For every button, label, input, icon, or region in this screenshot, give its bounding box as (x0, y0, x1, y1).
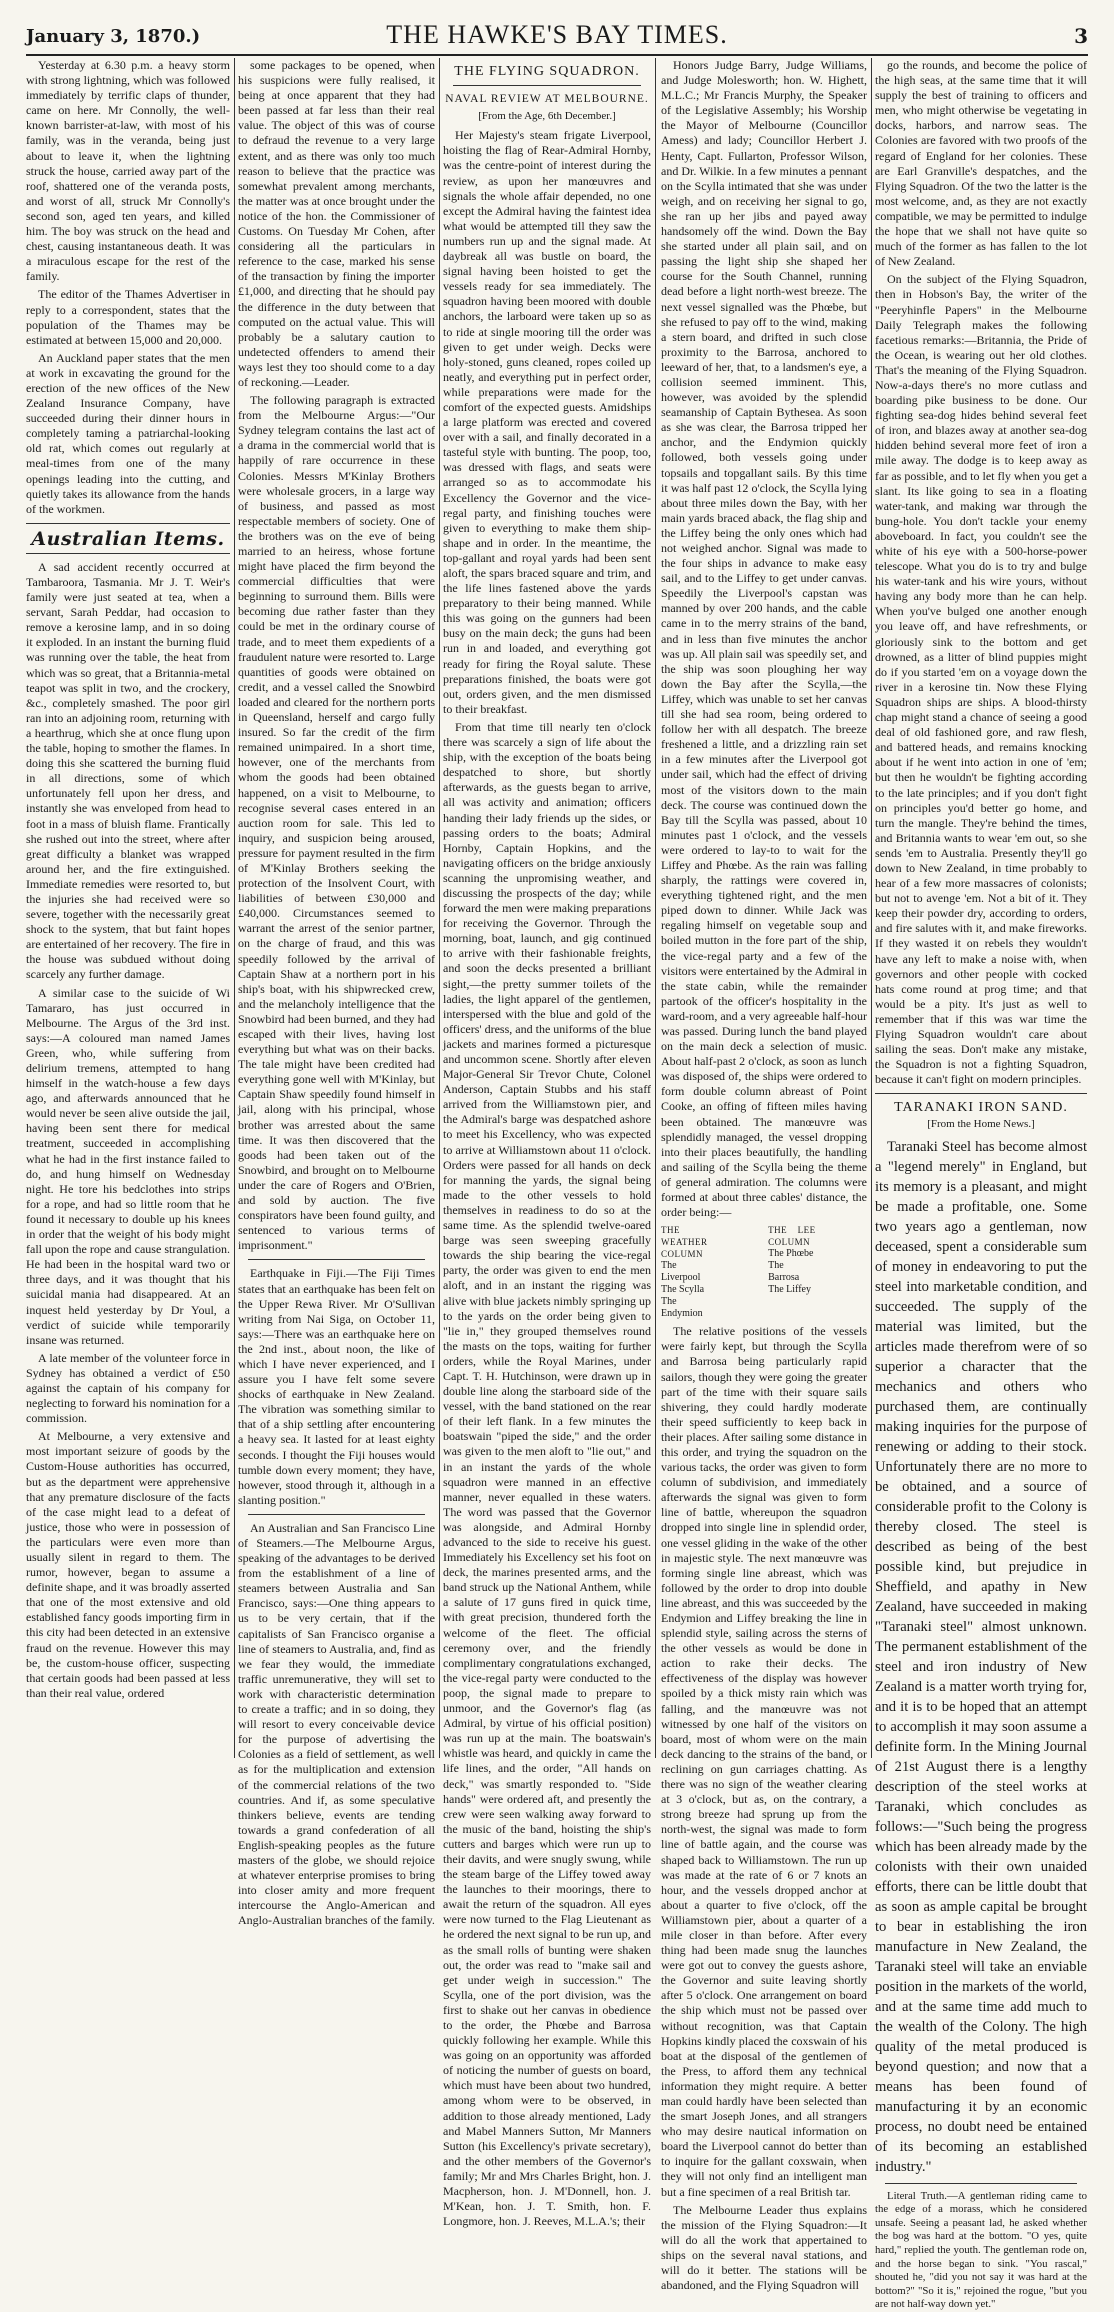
article-paragraph: An Australian and San Francisco Line of Steamers.—The Melbourne Argus, speaking of the advantages to be derived from the establishment of a line of steamers between Australia and San Francisco, says:—One thing appears to us to be very certain, that if the capitalists of San Francisco organise a line of steamers to Australia, and, find as we fear they would, the immediate traffic unremunerative, they will set to work with characteristic determination to create a traffic; and in so doing, they will resort to every conceivable device for the purpose of advertising the Colonies as a field of settlement, as well as for the multiplication and extension of the commercial relations of the two countries. And if, as some speculative thinkers believe, events are tending towards a grand confederation of all English-speaking peoples as the future masters of the globe, we should rejoice at whatever enterprise promises to bring into closer amity and more frequent intercourse the Anglo-American and Anglo-Australian branches of the family. (238, 1520, 435, 1928)
column-rule (871, 58, 872, 1758)
article-heading: TARANAKI IRON SAND. (894, 1100, 1068, 1116)
article-paragraph: A similar case to the suicide of Wi Tamararo, has just occurred in Melbourne. The Argus of the 3rd inst. says:—A coloured man named James Green, who, while suffering from delirium tremens, attempted to hang himself in the watch-house a few days ago, and afterwards announced that he would never be seen alive outside the jail, having been sent there for medical treatment, succeeded in accomplishing what he had in the first instance failed to do, and hung himself on Wednesday night. He tore his bedclothes into strips for a rope, and had so little room that he found it necessary to double up his knees in order that the weight of his body might fall upon the rope and cause strangulation. He had been in the hospital ward two or three days, and it was thought that his suicidal mania had disappeared. At an inquest held yesterday by Dr Youl, a verdict of suicide while temporarily insane was returned. (26, 985, 230, 1347)
article-paragraph: Earthquake in Fiji.—The Fiji Times states that an earthquake has been felt on the Upper Rewa River. Mr O'Sullivan writing from Nai Siga, on October 11, says:—There was an earthquake here on the 2nd inst., about noon, the like of which I have never experienced, and I assure you I have felt some severe shocks of earthquake in New Zealand. The vibration was something similar to that of a ship settling after encountering a heavy sea. It lasted for at least eighty seconds. I thought the Fiji houses would tumble down every moment; they have, however, stood through it, although in a slanting position." (238, 1266, 435, 1507)
article-paragraph: Her Majesty's steam frigate Liverpool, hoisting the flag of Rear-Admiral Hornby, was the centre-point of interest during the review, as upon her manœuvres and signals the whole affair depended, no one except the Admiral having the faintest idea what would be attempted till they saw the numbers run up and the signal made. At daybreak all was bustle on board, the signal having been hoisted to get the vessels ready for sea immediately. The squadron having been moored with double anchors, the larboard were taken up so as to ride at single mooring till the order was given to get under weigh. Decks were holy-stoned, guns cleaned, ropes coiled up neatly, and everything put in perfect order, while preparations were made for the comfort of the expected guests. Amidships a large platform was erected and covered over with a sail, and finally decorated in a tasteful style with bunting. The poop, too, was dressed with flags, and seats were arranged so as to accommodate his Excellency the Governor and the vice-regal party, and finishing touches were given to everything to make them ship-shape and in order. In the meantime, the top-gallant and royal yards had been sent aloft, the spars braced square and trim, and the life lines fastened above the yards preparatory to their being manned. While this was going on the gunners had been busy on the main deck; the guns had been run in and loaded, and everything got ready for firing the Royal salute. These preparations finished, the boats were got out, orders given, and the men dismissed to their breakfast. (443, 128, 651, 716)
article-paragraph: From that time till nearly ten o'clock there was scarcely a sign of life about the ship, with the exception of the boats being despatched to shore, but shortly afterwards, as the guests began to arrive, all was activity and animation; officers handing their lady friends up the sides, or passing orders to the boats; Admiral Hornby, Captain Hopkins, and the navigating officers on the bridge anxiously scanning the unpromising weather, and discussing the prospects of the day; while forward the men were making preparations for receiving the Governor. Through the morning, boat, launch, and gig continued to arrive with their fashionable freights, and soon the decks presented a brilliant sight,—the pretty summer toilets of the ladies, the light apparel of the gentlemen, interspersed with the blue and gold of the officers' dress, and the uniforms of the blue jackets and marines formed a picturesque and uncommon scene. Shortly after eleven Major-General Sir Trevor Chute, Colonel Anderson, Captain Stubbs and his staff arrived from the Williamstown pier, and the Admiral's barge was despatched ashore to meet his Excellency, who was expected to arrive at Williamstown about 11 o'clock. Orders were passed for all hands on deck for manning the yards, the signal being made to the other vessels to hold themselves in readiness to do so at the same time. As the splendid twelve-oared barge was seen sweeping gracefully towards the ship bearing the vice-regal party, the order was given to end the men aloft, and in an instant the rigging was alive with blue jackets nimbly springing up to the yards on the order being given to "lie in," they grouped themselves round the masts on the tops, waiting for further orders, while the Royal Marines, under Capt. T. H. Hutchinson, were drawn up in double line along the starboard side of the vessel, with the band stationed on the rear of their left flank. In a few minutes the boatswain "piped the side," and the order was given to the men aloft to "lie out," and in an instant the yards of the whole squadron were manned in an effective manner, never equalled in these waters. The word was passed that the Governor was alongside, and Admiral Hornby advanced to the side to receive his guest. Immediately his Excellency set his foot on deck, the marines presented arms, and the band struck up the National Anthem, while a salute of 17 guns fired in quick time, with great precision, thundered forth the welcome of the fleet. The official ceremony over, and the friendly complimentary congratulations exchanged, the vice-regal party were conducted to the poop, the signal made to prepare to unmoor, and the Governor's flag (as Admiral, by virtue of his official position) was run up at the main. The boatswain's whistle was heard, and quickly in came the life lines, and the order, "All hands on deck," was smartly responded to. "Side hands" were ordered aft, and presently the crew were seen walking away forward to the music of the band, hoisting the ship's cutters and barges which were run up to their davits, and were snugly swung, while the steam barge of the Liffey towed away the launches to their moorings, there to await the return of the squadron. All eyes were now turned to the Flag Lieutenant as he ordered the next signal to be run up, and as the small rolls of bunting were shaken out, the order was read to "make sail and get under weigh in succession." The Scylla, one of the port division, was the first to shake out her canvas in obedience to the order, the Phœbe and Barrosa quickly following her example. While this was going on an opportunity was afforded of noticing the number of guests on board, which must have been about two hundred, among whom were to be observed, in addition to those already mentioned, Lady and Mabel Manners Sutton, Mr Manners Sutton (his Excellency's private secretary), and the other members of the Governor's family; Mr and Mrs Charles Bright, hon. J. Macpherson, hon. J. M'Donnell, hon. J. M'Kean, hon. J. T. Smith, hon. F. Longmore, hon. J. Reeves, M.L.A.'s; their (443, 719, 651, 2229)
lee-column (768, 1224, 867, 1320)
column-2 (238, 58, 435, 1928)
newspaper-title: THE HAWKE'S BAY TIMES. (386, 20, 728, 49)
section-divider (248, 1259, 425, 1260)
issue-date: January 3, 1870.) (26, 26, 201, 47)
article-source: [From the Age, 6th December.] (478, 110, 616, 123)
table-header: THE LEE COLUMN (768, 1225, 816, 1248)
section-divider (875, 1093, 1087, 1094)
article-paragraph: The relative positions of the vessels were fairly kept, but through the Scylla and Barrosa being particularly rapid sailors, though they were going the greater part of the time with their square sails shivering, they could hardly moderate their speed sufficiently to keep back in their places. After sailing some distance in this order, and trying the squadron on the various tacks, the order was given to form column of subdivision, and immediately afterwards the signal was given to form line of battle, whereupon the squadron dropped into single line in splendid order, one vessel gliding in the wake of the other in majestic style. The next manœuvre was forming single line abreast, which was followed by the order to drop into double line abreast, and this was succeeded by the Endymion and Liffey breaking the line in splendid style, sailing across the sterns of the other vessels as would be done in action to rake their decks. The effectiveness of the display was however spoiled by a thick misty rain which was falling, and the manœuvre was not witnessed by one half of the visitors on board, most of whom were on the main deck dancing to the strains of the band, or reclining on gun carriages chatting. As there was no sign of the weather clearing at 3 o'clock, but as, on the contrary, a strong breeze had sprung up from the north-west, the signal was made to form line of battle again, and the course was shaped back to Williamstown. The run up was made at the rate of 6 or 7 knots an hour, and the vessels dropped anchor at about a quarter to five o'clock, off the Williamstown pier, about a quarter of a mile closer in than before. After every thing had been made snug the launches were got out to convey the guests ashore, the Governor and suite leaving shortly after 5 o'clock. One arrangement on board the ship which must not be passed over without recognition, was that Captain Hopkins kindly placed the coxswain of his boat at the disposal of the gentlemen of the Press, to afford them any technical information they might require. A better man could hardly have been selected than the smart Joseph Jones, and all strangers who may desire nautical information on board the Liverpool cannot do better than to inquire for the gallant coxswain, when they will not only find an intelligent man but a fine specimen of a real British tar. (661, 1324, 867, 2199)
article-source: [From the Home News.] (927, 1118, 1035, 1131)
article-paragraph: On the subject of the Flying Squadron, then in Hobson's Bay, the writer of the "Peeryhinfle Papers" in the Melbourne Daily Telegraph makes the following facetious remarks:—Britannia, the Pride of the Ocean, is wearing out her old clothes. That's the meaning of the Flying Squadron. Now-a-days there's no more cutlass and boarding pike business to be done. Our fighting sea-dog hides behind several feet of iron, and blazes away at another sea-dog hidden behind several more feet of iron a mile away. The dodge is to keep away as far as possible, and to let fly when you get a slant. Its like going to sea in a floating water-tank, and making war through the bung-hole. You don't tackle your enemy aboveboard. In fact, you couldn't see the white of his eye with a 500-horse-power telescope. What you do is to try and bulge his water-tank and his wire yours, without having any body more than he can help. When you've bulged one another enough you leave off, and have refreshments, or gloriously sink to the bottom and get drowned, as a litter of blind puppies might do if you started 'em on a voyage down the river in a kerosine tin. Now these Flying Squadron ships are ships. A blood-thirsty chap might stand a chance of seeing a good deal of old fashioned gore, and raw flesh, and battered heads, and remains knocking about if he went into action in one of 'em; but then he wouldn't be fighting according to the late principles; and if you don't fight on principles you'd better go home, and turn the mangle. They're behind the times, and Britannia wants to wear 'em out, so she sends 'em to Australia. Presently they'll go down to New Zealand, in time probably to hear of a few more massacres of colonists; but not to avenge 'em. Not a bit of it. They keep their powder dry, according to orders, and fire salutes with it, and make fireworks. If they wasted it on rebels they wouldn't have any left to make a noise with, when governors and other people with cocked hats come round at prog time; and that would be a pity. It's just as well to remember that if this was war time the Flying Squadron wouldn't care about sailing the seas. Don't make any mistake, the Squadron is not a fighting Squadron, because it can't fight on modern principles. (875, 272, 1087, 1087)
article-paragraph: At Melbourne, a very extensive and most important seizure of goods by the Custom-House authorities has occurred, but as the department were apprehensive that any premature disclosure of the facts of the case might lead to a defeat of justice, those who were in possession of the particulars were even more than usually silent in regard to them. The rumor, however, began to assume a definite shape, and it was broadly asserted that one of the most extensive and old established fancy goods importing firm in this city had been detected in an extensive fraud on the revenue. However this may be, the custom-house officer, suspecting that certain goods had been passed at less than their real value, ordered (26, 1429, 230, 1700)
table-cell: The Phœbe (768, 1248, 814, 1260)
article-paragraph: The Melbourne Leader thus explains the mission of the Flying Squadron:—It will do all the work that appertained to ships on the several naval stations, and will do it better. The stations will be abandoned, and the Flying Squadron will (661, 2202, 867, 2293)
table-header: THE WEATHER COLUMN (661, 1225, 708, 1260)
column-5 (875, 58, 1087, 2311)
masthead (26, 14, 1088, 56)
table-cell: The Endymion (661, 1296, 703, 1320)
article-subheading: NAVAL REVIEW AT MELBOURNE. (445, 93, 649, 106)
column-1 (26, 58, 230, 1758)
section-divider (26, 523, 230, 524)
table-cell: The Liverpool (661, 1260, 701, 1284)
table-cell: The Barrosa (768, 1260, 800, 1284)
article-paragraph: go the rounds, and become the police of the high seas, at the same time that it will supply the best of training to officers and men, who might otherwise be vegetating in docks, harbors, and narrow seas. The Colonies are favored with two proofs of the regard of England for her colonies. These are Earl Granville's despatches, and the Flying Squadron. Of the two the latter is the most welcome, and, as they are not exactly compatible, we may be permitted to indulge the hope that we shall not have quite so much of the former as has fallen to the lot of New Zealand. (875, 58, 1087, 269)
section-divider (248, 1514, 425, 1515)
article-paragraph: Literal Truth.—A gentleman riding came to the edge of a morass, which he considered unsafe. Seeing a peasant lad, he asked whether the bog was hard at the bottom. "O yes, quite hard," replied the youth. The gentleman rode on, and the horse began to sink. "You rascal," shouted he, "did you not say it was hard at the bottom?" "So it is," rejoined the rogue, "but you are not half-way down yet." (875, 2189, 1087, 2311)
article-paragraph: An Auckland paper states that the men at work in excavating the ground for the erection of the new offices of the New Zealand Insurance Company, have succeeded during their dinner hours in completely taming a patriarchal-looking old rat, which comes out regularly at meal-times from one of the many openings leading into the cutting, and quietly takes its allowance from the hands of the workmen. (26, 350, 230, 516)
article-paragraph: Honors Judge Barry, Judge Williams, and Judge Molesworth; hon. W. Highett, M.L.C.; Mr Francis Murphy, the Speaker of the Legislative Assembly; his Worship the Mayor of Melbourne (Councillor Amess) and lady; Councillor Herbert J. Henty, Capt. Fullarton, Professor Wilson, and Dr. Wilkie. In a few minutes a pennant on the Scylla intimated that she was under weigh, and on receiving her signal to go, she ran up her jibs and payed away handsomely off the wind. Down the Bay she started under all plain sail, and on passing the light ship she shaped her course for the South Channel, running dead before a light north-west breeze. The next vessel signalled was the Phœbe, but she refused to pay off to the wind, making a stern board, and drifted in such close proximity to the Barrosa, anchored to leeward of her, that, to a landsmen's eye, a collision seemed imminent. This, however, was avoided by the splendid seamanship of Captain Bythesea. As soon as she was clear, the Barrosa tripped her anchor, and the Endymion quickly followed, both vessels going under topsails and topgallant sails. By this time it was half past 12 o'clock, the Scylla lying about three miles down the Bay, with her main yards braced aback, the flag ship and the Liffey being the only ones which had not weighed anchor. Signal was made to the four ships in advance to make easy sail, and to the Liffey to get under canvas. Speedily the Liverpool's capstan was manned by over 200 hands, and the cable came in to the merry strains of the band, and in less than five minutes the anchor was up. All plain sail was speedily set, and the ship was soon ploughing her way down the Bay after the Scylla,—the Liffey, which was unable to set her canvas till she had sea room, being ordered to follow her with all despatch. The breeze freshened a little, and a drizzling rain set in a few minutes after the Liverpool got under sail, which had the effect of driving most of the visitors down to the main deck. The course was continued down the Bay till the Scylla was passed, about 10 minutes past 1 o'clock, and the vessels were ordered to lay-to to wait for the Liffey and Phœbe. As the rain was falling sharply, the rattings were covered in, everything tightened right, and the men piped down to dinner. While Jack was regaling himself on vegetable soup and boiled mutton in the fore part of the ship, the vice-regal party and a few of the visitors were entertained by the Admiral in the state cabin, while the remainder partook of the officer's hospitality in the ward-room, and a very agreeable half-hour was passed. During lunch the band played on the main deck a selection of music. About half-past 2 o'clock, as soon as lunch was disposed of, the ships were ordered to form double column abreast of Point Cooke, an offing of fifteen miles having been obtained. The manœuvre was splendidly managed, the vessel dropping into their places beautifully, the handling and sailing of the Scylla being the theme of general admiration. The columns were formed at about three cables' distance, the order being:— (661, 58, 867, 1220)
article-paragraph: The editor of the Thames Advertiser in reply to a correspondent, states that the population of the Thames may be estimated at between 15,000 and 20,000. (26, 287, 230, 347)
article-paragraph: A sad accident recently occurred at Tambaroora, Tasmania. Mr J. T. Weir's family were just seated at tea, when a servant, Sarah Peddar, had occasion to remove a kerosine lamp, and in so doing it exploded. In an instant the burning fluid was running over the table, the heat from which was so great, that a Britannia-metal teapot was split in two, and the crockery, &c., completely smashed. The poor girl ran into an adjoining room, returning with a hearthrug, which she at once flung upon the table, hoping to smother the flames. In doing this she scattered the burning fluid in all directions, some of which unfortunately fell upon her dress, and instantly she was enveloped from head to foot in a mass of bluish flame. Frantically she rushed out into the street, where after great difficulty a blanket was wrapped around her, and the fire extinguished. Immediate remedies were resorted to, but the injuries she had received were so severe, together with the necessarily great shock to the system, that but faint hopes are entertained of her recovery. The fire in the house was subdued without doing scarcely any further damage. (26, 559, 230, 982)
article-heading: THE FLYING SQUADRON. (454, 64, 640, 79)
section-divider (453, 85, 641, 86)
article-paragraph: The following paragraph is extracted from the Melbourne Argus:—"Our Sydney telegram contains the last act of a drama in the commercial world that is happily of rare occurrence in these Colonies. Messrs M'Kinlay Brothers were wholesale grocers, in a large way of business, and passed as most respectable members of society. One of the brothers was on the eve of being married to an heiress, whose fortune might have placed the firm beyond the commercial difficulties that were beginning to surround them. Bills were becoming due rather faster than they could be met in the ordinary course of trade, and to meet them expedients of a fraudulent nature were resorted to. Large quantities of goods were obtained on credit, and a vessel called the Snowbird loaded and cleared for the northern ports in Queensland, herself and cargo fully insured. So far the credit of the firm remained unimpaired. In a short time, however, one of the merchants from whom the goods had been obtained happened, on a visit to Melbourne, to recognise several cases entered in an auction room for sale. This led to inquiry, and suspicion being aroused, pressure for payment resulted in the firm of M'Kinlay Brothers seeking the protection of the Insolvent Court, with liabilities of between £30,000 and £40,000. Circumstances seemed to warrant the arrest of the senior partner, on the charge of fraud, and this was speedily followed by the arrival of Captain Shaw at a northern port in his ship's boat, with his shipwrecked crew, and the melancholy intelligence that the Snowbird had been burned, and they had escaped with their lives, having lost everything but what was on their backs. The tale might have been credited had everything gone well with M'Kinlay, but Captain Shaw speedily found himself in jail, along with his principal, whose brother was arrested about the same time. It was then discovered that the goods had been taken out of the Snowbird, and brought on to Melbourne under the care of Rogers and O'Brien, and sold by auction. The five conspirators have been found guilty, and sentenced to various terms of imprisonment." (238, 393, 435, 1253)
section-heading: Australian Items. (31, 527, 225, 550)
column-rule (439, 58, 440, 1758)
column-rule (655, 58, 656, 1758)
section-divider (885, 2183, 1077, 2184)
article-paragraph: some packages to be opened, when his suspicions were fully realised, it being at once apparent that they had been passed at far less than their real value. The object of this was of course to defraud the revenue to a very large extent, and as there was only too much reason to believe that the practice was somewhat prevalent among merchants, the matter was at once brought under the notice of the hon. the Commissioner of Customs. On Tuesday Mr Cohen, after considering all the particulars in reference to the case, marked his sense of the transaction by fining the importer £1,000, and directing that he should pay the difference in the duty between that computed on the actual value. This will probably be a salutary caution to undetected offenders to amend their ways lest they too should come to a day of reckoning.—Leader. (238, 58, 435, 389)
column-4 (661, 58, 867, 2293)
section-divider (26, 553, 230, 554)
table-cell: The Scylla (661, 1284, 705, 1296)
article-paragraph: Taranaki Steel has become almost a "legend merely" in England, but its memory is a pleasant, and might be made a profitable, one. Some two years ago a gentleman, now deceased, spent a considerable sum of money in endeavoring to put the steel into marketable condition, and succeeded. The supply of the material was limited, but the articles made therefrom were of so superior a character that the mechanics and others who purchased them, are continually making inquiries for the purpose of renewing or adding to their stock. Unfortunately there are no more to be obtained, and a source of considerable profit to the Colony is thereby closed. The steel is described as being of the best possible kind, but prejudice in Sheffield, and apathy in New Zealand, have succeeded in making "Taranaki steel" almost unknown. The permanent establishment of the steel and iron industry of New Zealand is a matter worth trying for, and it is to be hoped that an attempt to accomplish it may soon assume a definite form. In the Mining Journal of 21st August there is a lengthy description of the steel works at Taranaki, which concludes as follows:—"Such being the progress which has been already made by the colonists with their own unaided efforts, there can be little doubt that as soon as ample capital be brought to bear in establishing the iron manufacture in New Zealand, the Taranaki steel will take an enviable position in the markets of the world, and at the same time add much to the wealth of the Colony. The high quality of the metal produced is beyond question; and now that a means has been found of manufacturing it by an economic process, no doubt need be entained of its becoming an established industry." (875, 1138, 1087, 2175)
column-rule (234, 58, 235, 1758)
table-cell: The Liffey (768, 1284, 811, 1296)
squadron-columns-table (661, 1224, 867, 1320)
weather-column (661, 1224, 760, 1320)
page-number: 3 (1074, 24, 1088, 48)
article-paragraph: A late member of the volunteer force in Sydney has obtained a verdict of £50 against the captain of his company for neglecting to forward his nomination for a commission. (26, 1350, 230, 1426)
article-paragraph: Yesterday at 6.30 p.m. a heavy storm with strong lightning, which was followed immediately by terrific claps of thunder, came on here. Mr Connolly, the well-known barrister-at-law, with most of his family, was in the veranda, being just about to leave it, when the lightning struck the house, carried away part of the roof, shattered one of the veranda posts, and worst of all, struck Mr Connolly's second son, aged ten years, and killed him. The boy was struck on the head and chest, causing instantaneous death. It was a miraculous escape for the rest of the family. (26, 58, 230, 284)
column-3 (443, 58, 651, 2229)
